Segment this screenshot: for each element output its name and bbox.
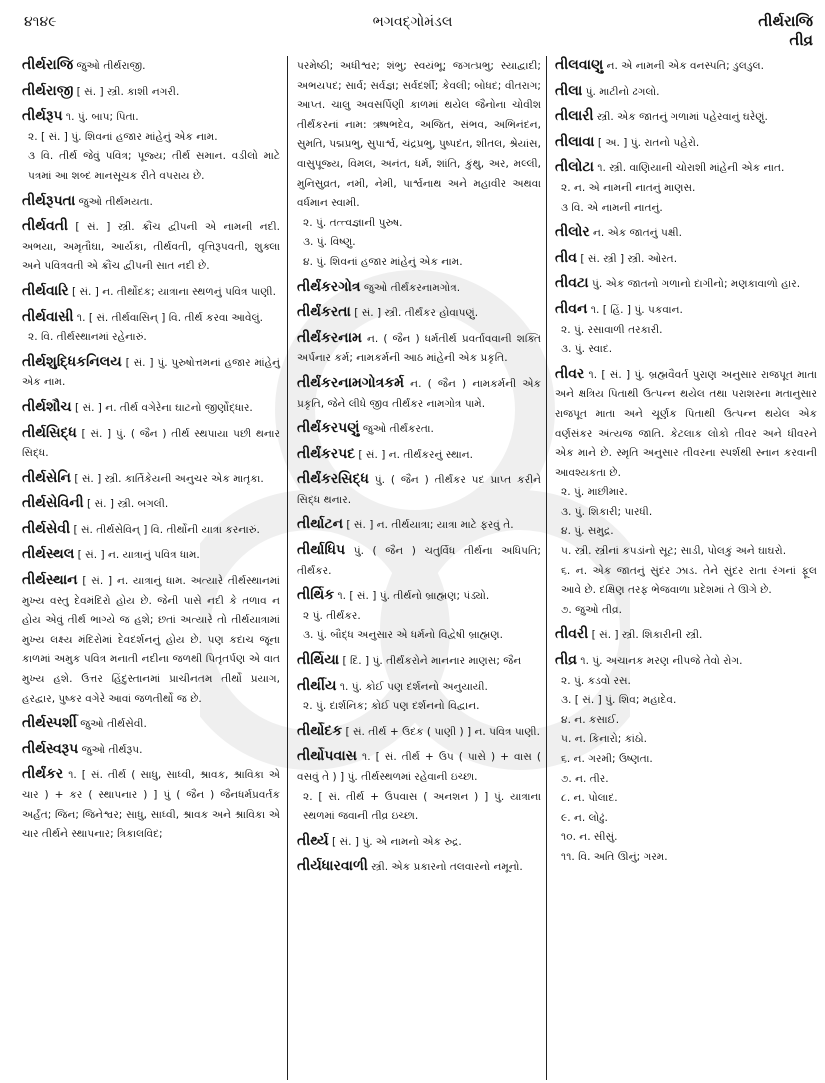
headword: તીર્થવાસી [22,308,74,325]
headword: તીલાવા [555,133,595,150]
dictionary-columns [0,56,825,1076]
column-divider [287,56,288,1080]
dictionary-entry [297,278,541,299]
dictionary-entry [22,714,280,735]
definition-text: ૧. પું. અચાનક મરણ નીપજે તેવો રોગ. [577,655,743,668]
dictionary-entry [555,274,817,295]
sense-item: ૩. પું. વિષ્ણુ. [303,236,356,249]
definition-text: જુઓ તીર્થંકરતા. [359,423,434,436]
dictionary-entry [555,82,817,103]
definition-text: ૧. પું. કોઈ પણ દર્શનનો અનુયાયી. [336,680,488,693]
definition-text: ૧. પું. બાપ; પિતા. [62,111,139,124]
headword: તીલા [555,82,583,99]
sense-item: ૨. ન. એ નામની નાતનું માણસ. [561,181,696,194]
sense-item: ૬. ન. એક જાતનું સુંદર ઝાડ. તેને સુંદર રાતા રંગનાં ફૂલ આવે છે. દક્ષિણ તરફ ભેજવાળા પ્રદેશમાં તે ઊગે છે. [561,564,817,597]
dictionary-entry [297,515,541,536]
sense-item: ૧૦. ન. સીસું. [561,831,618,844]
definition-text: [ સં. ] ન. યાત્રાનું ધામ. અત્યારે તીર્થસ્થાનમાં મુખ્ય વસ્તુ દેવમંદિરો હોય છે. જેની પાસે નદી કે તળાવ ન હોય એવું તીર્થ ભાગ્યે જ હશે; છતાં અત્યારે તો તીર્થયાત્રામાં મુખ્ય લક્ષ્ય મંદિરોમાં દેવદર્શનનું હોય છે. પણ કદાચ જૂના કાળમાં અમુક પવિત્ર મનાતી નદીના જળથી પિતૃતર્પણ એ વાત મુખ્ય હશે. ઉત્તર હિંદુસ્તાનમાં પ્રાચીનતમ તીર્થો પ્રયાગ, હરદ્વાર, પુષ્કર વગેરે આવાં જળતીર્થો જ છે. [22,575,280,705]
column-divider [546,56,547,1080]
dictionary-entry [22,469,280,490]
definition-text: [ સં. ] ન. યાત્રાનું પવિત્ર ધામ. [74,549,200,562]
dictionary-entry [22,107,280,186]
dictionary-entry [22,765,280,844]
definition-text: ૧. [ સં. ] પું. તીર્થનો બ્રાહ્મણ; પંડ્યો. [334,590,490,603]
headword: તીર્થવારિ [22,282,69,299]
dictionary-entry [555,625,817,646]
headword: તીર્થ્ય [297,832,329,849]
headword: તીલવાણુ [555,57,604,73]
headword: તીર્થંકરગોત્ર [297,278,361,295]
definition-text: જુઓ તીર્થરૂપ. [78,743,143,756]
dictionary-entry [297,329,541,369]
headword: તીર્થસ્થાન [22,572,78,589]
definition-text: [ સં. સ્ત્રી ] સ્ત્રી. ઓરત. [577,252,678,265]
headword: તીવન [555,300,588,317]
headword: તીર્થંકરપદ [297,445,356,462]
definition-text: [ સં. ] ન. તીર્થંકરનું સ્થાન. [355,448,473,461]
column-3 [555,56,817,1076]
sense-item: ૨. વિ. તીર્થસ્થાનમાં રહેનારું. [28,331,147,344]
sense-item: ૨. પું. તત્ત્વજ્ઞાની પુરુષ. [303,216,403,229]
headword: તીર્થંકરનામગોત્રકર્મ [297,374,404,391]
dictionary-entry [297,677,541,717]
definition-text: [ સં. ] સ્ત્રી. ક્રૌંચ દ્વીપની એ નામની નદી. અભયા, અમૃતૌઘા, આર્યકા, તીર્થવતી, વૃત્તિરૂપવતી, શુક્લા અને પવિત્રવતી એ ક્રૌંચ દ્વીપની સાત નદી છે. [22,221,280,273]
sense-item: ૨. [ સં. ] પું. શિવનાં હજાર માંહેનું એક નામ. [28,130,218,143]
page-header [0,8,825,52]
definition-text: ન. એક જાતનું પક્ષી. [589,227,682,240]
sense-item: ૪. પું. શિવનાં હજાર માંહેનું એક નામ. [303,255,463,268]
definition-text: [ સં. ] સ્ત્રી. શિકારીની સ્ત્રી. [588,629,703,642]
dictionary-entry [22,545,280,566]
headword: તીર્થસ્થલ [22,546,75,563]
dictionary-entry [22,571,280,709]
headword: તીર્થંકરતા [297,304,351,321]
sense-item: ૩. [ સં. ] પું. શિવ; મહાદેવ. [561,694,677,707]
sense-item: ૨. પું. માછીમાર. [561,486,628,499]
dictionary-entry [22,82,280,103]
definition-text: ન. ( જૈન ) નામકર્મની એક પ્રકૃતિ, જેને લીધે જીવ તીર્થંકર નામગોત્ર પામે. [297,377,541,410]
headword: તીર્થંકરનામ [297,329,362,346]
sense-item: ૫. ન. કિનારો; કાંઠો. [561,733,648,746]
dictionary-entry [297,857,541,878]
definition-text: પરમેષ્ઠી; અધીશ્વર; શંભુ; સ્વયંભૂ; જગત્પ્રભુ; સ્યાદ્વાદી; અભયપદ; સાર્વ; સર્વજ્ઞ; સર્વદર્શી; કેવલી; બોધદ; વીતરાગ; આપ્ત. ચાલુ અવસર્પિણી કાળમાં થયેલ જૈનોના ચોવીશ તીર્થંકરનાં નામ: ઋષભદેવ, અજિત, સંભવ, અભિનંદન, સુમતિ, પદ્મપ્રભુ, સુપાર્શ્વ, ચંદ્રપ્રભુ, પુષ્પદંત, શીતલ, શ્રેયાંસ, વાસુપૂજ્ય, વિમલ, અનંત, ધર્મ, શાંતિ, કુંથુ, અર, મલ્લી, મુનિસુવ્રત, નમી, નેમી, પાર્શ્વનાથ અને મહાવીર અથવા વર્ધમાન સ્વામી. [297,60,541,210]
sense-item: ૪. ન. કસાઈ. [561,713,620,726]
definition-text: [ સં. ] સ્ત્રી. કાર્તિકેયની અનુચર એક માતૃકા. [70,472,264,485]
definition-text: ૧. સ્ત્રી. વાણિયાની ચોરાશી માંહેની એક નાત. [593,162,785,175]
definition-text: પું. એક જાતનો ગળાનો દાગીનો; મણકાવાળો હાર. [588,278,801,291]
dictionary-entry [297,832,541,853]
dictionary-entry [555,107,817,128]
dictionary-entry [555,223,817,244]
sense-item: ૯. ન. લોઢું. [561,811,608,824]
headword: તીર્થસ્પર્શી [22,715,77,732]
headword: તીર્થરૂપ [22,108,63,125]
headword: તીર્થશૌચ [22,398,72,415]
sense-item: ૩ વિ. એ નામની નાતનું. [561,201,663,214]
definition-text: સ્ત્રી. એક જાતનું ગળામાં પહેરવાનું ઘરેણું. [593,111,768,124]
dictionary-entry [22,56,280,77]
definition-text: સ્ત્રી. એક પ્રકારનો તલવારનો નમૂનો. [367,861,523,874]
headword: તીર્યધારવાળી [297,858,368,875]
dictionary-entry [22,282,280,303]
definition-text: [ સં. ] સ્ત્રી. તીર્થંકર હોવાપણું. [350,307,479,320]
definition-text: પું. માટીનો ઢગલો. [582,85,660,98]
definition-text: [ સં. ] પું. ( જૈન ) તીર્થ સ્થપાયા પછી થનાર સિદ્ધ. [22,427,280,460]
dictionary-entry [555,56,817,77]
dictionary-entry [22,740,280,761]
definition-text: [ સં. ] ન. તીર્થોદક; યાત્રાના સ્થળનું પવિત્ર પાણી. [68,285,276,298]
headword: તીર્થરૂપતા [22,192,76,209]
headword: તીવ [555,249,578,266]
definition-text: ૧. [ સં. ] પું. બ્રહ્મવૈવર્ત પુરાણ અનુસાર રાજપૂત માતા અને ક્ષત્રિય પિતાથી ઉત્પન્ન થયેલ તથા પરાશરના મતાનુસાર રાજપૂત માતા અને ચૂર્ણક પિતાથી ઉત્પન્ન થયેલ એક વર્ણસંકર અંત્યજ જાતિ. કેટલાક લોકો તીવર અને ધીવરને એક માને છે. સ્મૃતિ અનુસાર તીવરના સ્પર્શથી સ્નાન કરવાની આવશ્યકતા છે. [555,368,817,479]
sense-item: ૨ પું. તીર્થંકર. [303,609,361,622]
headword: તીર્થરાજિ [22,57,74,73]
guide-word-last: તીવ્ર [789,31,813,49]
definition-text: [ સં. તીર્થસેવિન્ ] વિ. તીર્થોની યાત્રા કરનારું. [70,523,260,536]
headword: તીર્થિક [297,587,335,604]
definition-text: જુઓ તીર્થંકરનામગોત્ર. [360,281,461,294]
dictionary-entry [297,374,541,414]
dictionary-entry [555,300,817,360]
sense-item: ૭. ન. તીર. [561,772,609,785]
sense-item: ૩ વિ. તીર્થ જેવું પવિત્ર; પૂજ્ય; તીર્થ સમાન. વડીલો માટે પત્રમાં આ શબ્દ માનસૂચક રીતે વપરાય છે. [28,150,280,182]
headword: તીલોટા [555,159,594,176]
headword: તીર્થવતી [22,218,69,235]
definition-text: ૧. [ સં. તીર્થ ( સાધુ, સાધ્વી, શ્રાવક, શ્રાવિકા એ ચાર ) + કર ( સ્થાપનાર ) ] પું ( જૈન ) જૈનધર્મપ્રવર્તક અર્હંત; જિન; જિનેશ્વર; સાધુ, સાધ્વી, શ્રાવક અને શ્રાવિકા એ ચાર તીર્થને સ્થાપનાર; ત્રિકાલવિદ; [22,769,280,841]
column-2 [297,56,541,1076]
headword: તીર્થસેવી [22,520,71,537]
definition-text: [ સં. ] ન. તીર્થયાત્રા; યાત્રા માટે ફરવું તે. [343,519,514,532]
sense-item: ૨. પું. દાર્શનિક; કોઈ પણ દર્શનનો વિદ્વાન. [303,700,480,713]
headword: તીર્થીય [297,677,337,694]
dictionary-entry [297,445,541,466]
definition-text: ન. એ નામની એક વનસ્પતિ; ડુલડુલ. [603,60,765,72]
guide-words [758,12,813,50]
headword: તીર્થસેવિની [22,495,84,512]
definition-text: [ અ. ] પું. રાતનો પહેરો. [594,136,700,149]
dictionary-entry [555,133,817,154]
definition-text: ૧. [ હિં. ] પું. પકવાન. [587,303,683,316]
headword: તીર્થરાજી [22,82,74,99]
guide-word-first: તીર્થરાજિ [758,12,813,30]
dictionary-entry [555,651,817,868]
sense-item: ૮. ન. પોલાદ. [561,792,618,805]
headword: તીલારી [555,108,594,125]
headword: તીર્થસેનિ [22,469,71,486]
dictionary-entry [297,56,541,273]
column-1 [22,56,280,1076]
headword: તીર્થોદક [297,722,343,739]
sense-item: ૩. પું. શિકારી; પારધી. [561,505,653,518]
dictionary-entry [22,494,280,515]
dictionary-entry [555,365,817,621]
dictionary-entry [297,747,541,826]
definition-text: [ સં. ] સ્ત્રી. કાશી નગરી. [73,85,180,98]
definition-text: જુઓ તીર્થસેવી. [76,718,147,731]
dictionary-entry [22,217,280,277]
headword: તીર્થિયા [297,652,340,669]
dictionary-entry [555,158,817,218]
sense-item: ૧૧. વિ. અતિ ઊનું; ગરમ. [561,850,668,863]
dictionary-entry [22,520,280,541]
dictionary-entry [22,192,280,213]
sense-item: ૨. [ સં. તીર્થ + ઉપવાસ ( અનશન ) ] પું. યાત્રાના સ્થળમાં જવાની તીવ્ર ઇચ્છા. [303,790,541,823]
headword: તીવ્ર [555,652,578,669]
sense-item: ૬. ન. ગરમી; ઉષ્ણતા. [561,753,653,765]
dictionary-entry [297,303,541,324]
definition-text: [ સં. ] પું. પુરુષોત્તમનાં હજાર માંહેનું એક નામ. [22,356,280,389]
headword: તીવટા [555,275,589,292]
dictionary-entry [297,586,541,646]
sense-item: ૨. પું. રસાવાળી તરકારી. [561,323,663,336]
headword: તીવરી [555,626,589,643]
headword: તીર્થોપવાસ [297,748,357,765]
dictionary-entry [22,308,280,348]
dictionary-entry [555,249,817,270]
definition-text: [ સં. ] પું. એ નામનો એક રુદ્ર. [328,835,462,848]
headword: તીર્થસ્વરૂપ [22,740,79,757]
book-title: ભગવદ્ગોમંડલ [372,14,453,30]
dictionary-entry [22,424,280,464]
definition-text: પું. ( જૈન ) ચતુર્વિધ તીર્થના અધિપતિ; તીર્થંકર. [297,545,541,577]
definition-text: [ દિં. ] પું. તીર્થંકરોને માનનાર માણસ; જૈન [339,655,522,668]
headword: તીર્થાટન [297,516,344,533]
sense-item: ૩. પું. સ્વાદ. [561,343,613,356]
sense-item: ૩. પું. બૌદ્ધ અનુસાર એ ધર્મનો વિદ્વેષી બ્રાહ્મણ. [303,629,504,642]
dictionary-entry [297,470,541,510]
definition-text: ન. ( જૈન ) ધર્મતીર્થ પ્રવર્તાવવાની શક્તિ અર્પનાર કર્મ; નામકર્મની આઠ માંહેની એક પ્રકૃતિ. [297,332,541,365]
headword: તીર્થસિદ્ધ [22,424,77,441]
definition-text: પું. ( જૈન ) તીર્થંકર પદ પ્રાપ્ત કરીને સિદ્ધ થનાર. [297,474,541,506]
definition-text: ૧. [ સં. તીર્થવાસિન્ ] વિ. તીર્થ કરવા આવેલું. [73,311,263,324]
definition-text: [ સં. તીર્થ + ઉદક ( પાણી ) ] ન. પવિત્ર પાણી. [342,725,540,738]
definition-text: [ સં. ] ન. તીર્થ વગેરેના ઘાટનો જીર્ણોદ્ધાર. [71,401,253,414]
dictionary-entry [22,353,280,393]
sense-item: ૫. સ્ત્રી. સ્ત્રીનાં કપડાંનો સૂટ; સાડી, પોલકું અને ઘાઘરો. [561,545,787,558]
headword: તીર્થંકર [22,766,64,783]
dictionary-entry [297,541,541,581]
definition-text: [ સં. ] સ્ત્રી. બગલી. [83,498,169,511]
page-number: ૪૧૪૯ [24,14,57,30]
sense-item: ૪. પું. સમુદ્ર. [561,525,614,538]
definition-text: જુઓ તીર્થરાજી. [73,60,146,72]
headword: તીર્થંકરપણું [297,420,360,437]
dictionary-entry [22,398,280,419]
dictionary-entry [297,651,541,672]
headword: તીર્થંકરસિદ્ધ [297,471,369,488]
definition-text: ૧. [ સં. તીર્થ + ઉપ ( પાસે ) + વાસ ( વસવું તે ) ] પું. તીર્થસ્થળમાં રહેવાની ઇચ્છા. [297,751,541,783]
headword: તીર્થાધિપ [297,542,346,559]
definition-text: જુઓ તીર્થમયતા. [75,195,153,208]
headword: તીર્થશુદ્ધિકનિલય [22,353,122,370]
headword: તીવર [555,365,585,382]
sense-item: ૨. પું. કડવો રસ. [561,674,631,687]
dictionary-entry [297,722,541,743]
headword: તીલોર [555,224,590,241]
dictionary-entry [297,419,541,440]
sense-item: ૭. જુઓ તીવ્ર. [561,603,622,616]
